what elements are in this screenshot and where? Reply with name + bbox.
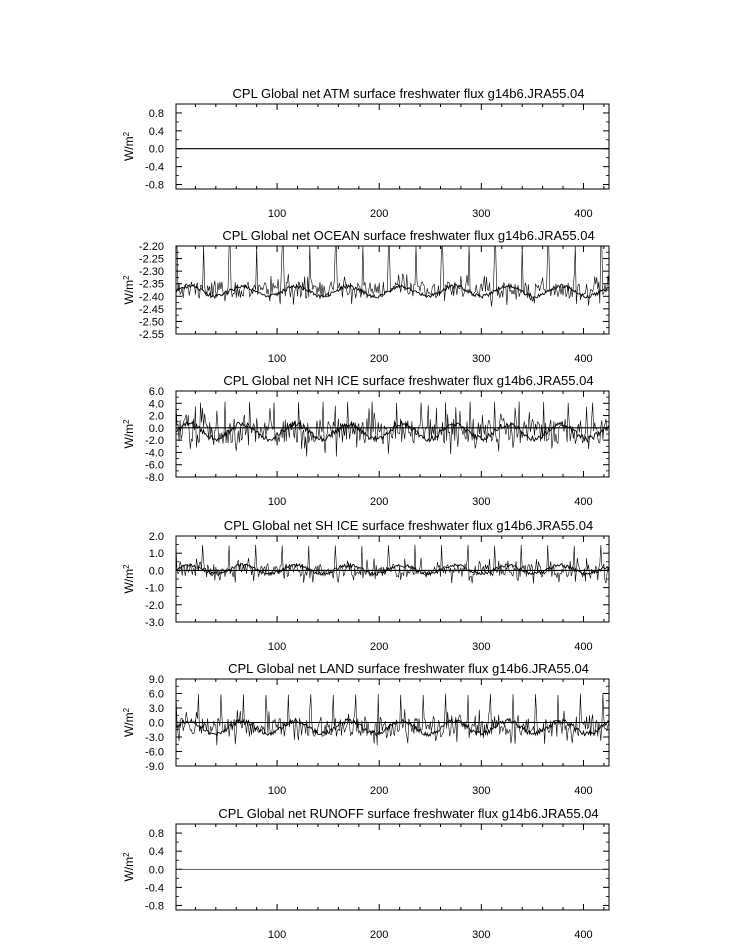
x-tick-label: 300 [472,641,491,653]
x-tick-label: 200 [370,641,389,653]
x-tick-label: 400 [574,785,593,797]
chart-title: CPL Global net SH ICE surface freshwater flux g14b6.JRA55.04 [223,518,594,533]
plot-frame [176,536,609,622]
y-tick-label: -3.0 [145,732,164,744]
chart-panel-6 [122,806,610,941]
x-tick-label: 400 [574,929,593,941]
y-tick-label: -6.0 [145,746,164,759]
x-tick-label: 200 [370,785,389,797]
x-tick-label: 300 [472,496,491,508]
y-tick-label: -0.8 [145,179,164,192]
y-tick-label: -2.45 [138,303,164,316]
x-tick-label: 300 [472,208,491,220]
y-tick-label: 0.0 [148,565,164,578]
y-axis-label: $W/m^2$ [121,564,136,594]
y-tick-label: 6.0 [148,688,164,701]
series-line-1 [176,694,609,746]
y-tick-label: 3.0 [148,703,164,715]
y-tick-label: 0.8 [148,828,164,841]
y-tick-label: 0.0 [148,864,164,877]
y-tick-label: -0.4 [145,161,164,174]
y-axis-label: $W/m^2$ [121,852,136,882]
y-tick-label: 6.0 [148,386,164,398]
y-tick-label: -2.25 [138,253,164,266]
series-line-1 [176,246,609,306]
plot-frame [176,104,609,189]
y-tick-label: 9.0 [148,674,164,686]
chart-panel-4 [122,518,610,653]
series-line-1 [176,401,609,456]
y-tick-label: 4.0 [148,398,164,411]
chart-panel-1 [122,86,610,220]
y-tick-label: -1.0 [145,582,164,595]
x-tick-label: 300 [472,929,491,941]
chart-title: CPL Global net ATM surface freshwater flux g14b6.JRA55.04 [232,86,585,101]
y-tick-label: 0.0 [148,717,164,730]
x-tick-label: 300 [472,785,491,797]
x-tick-label: 400 [574,641,593,653]
y-tick-label: -2.40 [138,291,164,304]
x-tick-label: 100 [267,641,287,653]
chart-panel-3 [122,373,610,508]
x-tick-label: 400 [574,208,593,220]
y-tick-label: 1.0 [148,548,164,561]
x-tick-label: 200 [370,929,389,941]
y-tick-label: -9.0 [145,761,164,773]
chart-title: CPL Global net NH ICE surface freshwater flux g14b6.JRA55.04 [223,373,594,388]
y-tick-label: -2.20 [138,241,164,253]
y-axis-label: $W/m^2$ [121,707,136,738]
x-tick-label: 200 [370,353,389,365]
x-tick-label: 100 [267,496,287,508]
y-tick-label: 0.0 [148,143,164,156]
y-tick-label: -6.0 [145,459,164,472]
y-tick-label: -2.30 [138,266,164,279]
y-tick-label: -2.35 [138,278,164,291]
x-tick-label: 100 [267,353,287,365]
chart-panel-2 [122,228,610,365]
y-tick-label: -3.0 [145,617,164,629]
y-tick-label: 2.0 [148,531,164,543]
y-tick-label: 0.4 [148,125,164,138]
x-tick-label: 100 [267,208,287,220]
x-tick-label: 300 [472,353,491,365]
chart-panel-5 [122,661,610,797]
y-tick-label: -0.4 [145,882,164,895]
y-axis-label: $W/m^2$ [121,419,136,449]
x-tick-label: 100 [267,929,287,941]
y-tick-label: 0.0 [148,422,164,435]
y-tick-label: 0.8 [148,107,164,120]
series-line-2 [176,284,609,298]
x-tick-label: 200 [370,208,389,220]
chart-title: CPL Global net LAND surface freshwater flux g14b6.JRA55.04 [228,661,589,676]
x-tick-label: 200 [370,496,389,508]
y-tick-label: -2.0 [145,435,164,448]
plot-frame [176,824,609,910]
y-tick-label: -2.0 [145,599,164,612]
x-tick-label: 400 [574,496,593,508]
y-axis-label: $W/m^2$ [121,275,136,305]
y-tick-label: -2.50 [138,316,164,329]
chart-title: CPL Global net RUNOFF surface freshwater flux g14b6.JRA55.04 [218,806,599,821]
y-tick-label: -0.8 [145,900,164,913]
y-tick-label: -4.0 [145,447,164,460]
y-tick-label: -8.0 [145,472,164,484]
y-tick-label: 2.0 [148,410,164,423]
chart-title: CPL Global net OCEAN surface freshwater flux g14b6.JRA55.04 [222,228,595,243]
y-tick-label: -2.55 [138,329,164,341]
y-tick-label: 0.4 [148,846,164,859]
y-axis-label: $W/m^2$ [121,131,136,162]
x-tick-label: 400 [574,353,593,365]
x-tick-label: 100 [267,785,287,797]
